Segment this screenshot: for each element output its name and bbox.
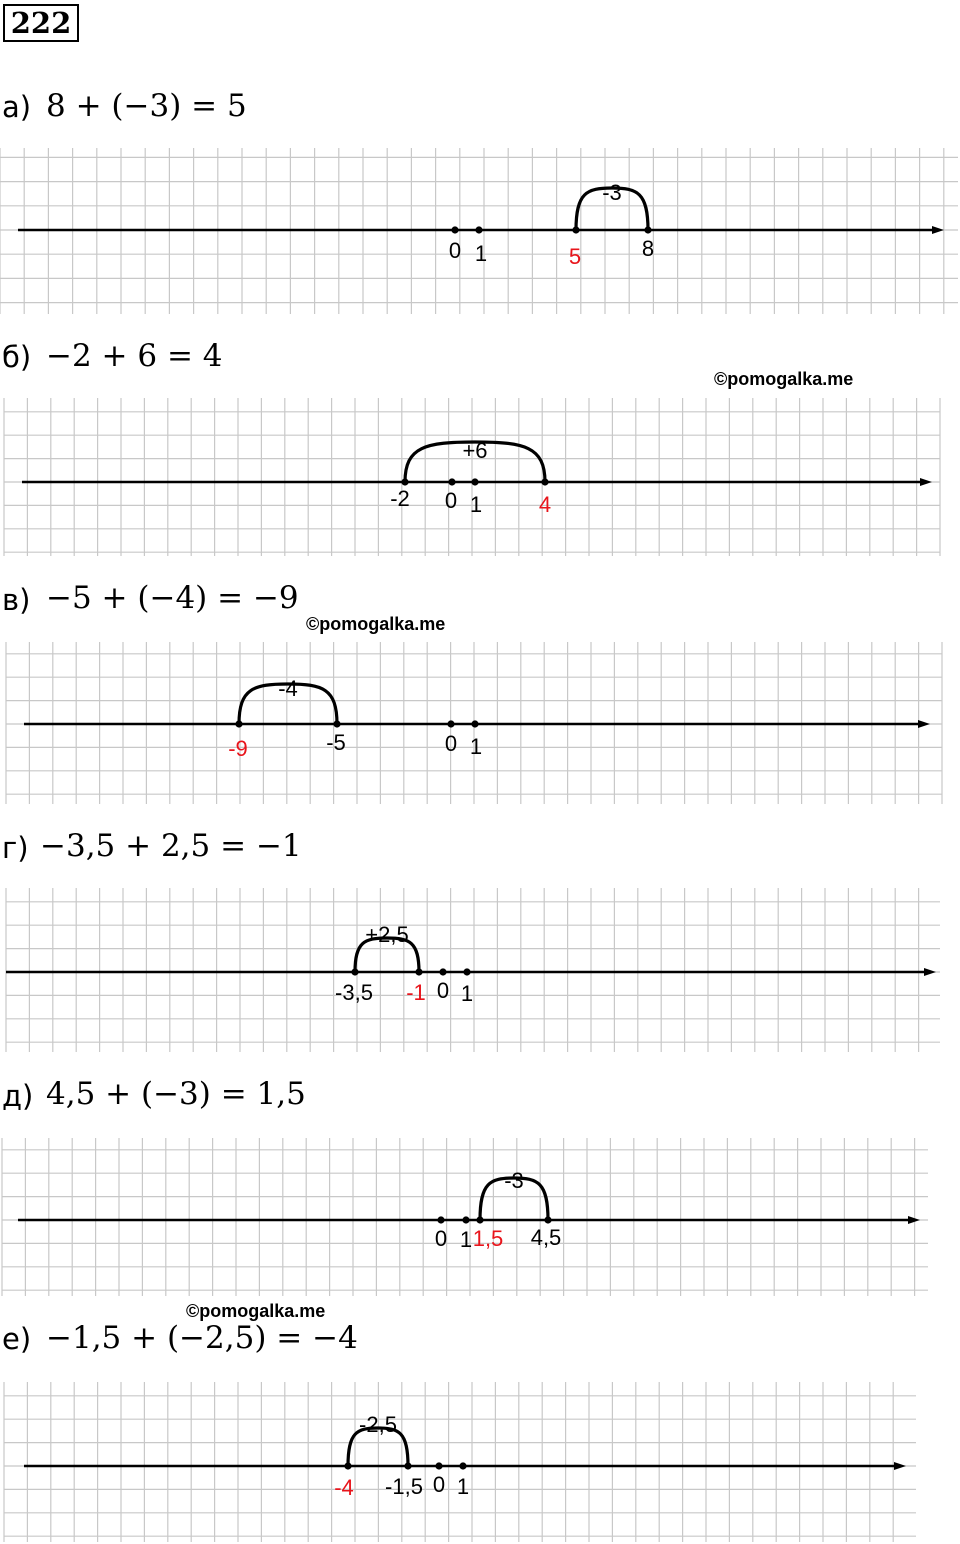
point-dot [644,226,651,233]
grid [6,888,940,1052]
arc-label: -4 [278,676,298,701]
exercise-d-expression: −3,5 + 2,5 = −1 [40,828,302,864]
point-label: 1 [469,734,483,759]
point-dot [448,478,455,485]
arc-label: -3 [602,180,622,205]
point-label: -5 [326,730,346,755]
exercise-c-label: в) [2,583,31,617]
point-dot [235,720,242,727]
point-label: -3,5 [335,980,373,1005]
point-label: 1 [456,1474,470,1499]
point-dot [572,226,579,233]
exercise-b-expression: −2 + 6 = 4 [46,338,223,374]
point-dot [351,968,358,975]
answer-label: -1 [406,980,426,1005]
problem-number: 222 [3,4,79,42]
point-dot [333,720,340,727]
number-line-e [0,1138,960,1296]
point-dot [463,968,470,975]
point-label: 0 [444,488,458,513]
point-dot [459,1462,466,1469]
arc-label: -2,5 [359,1412,397,1437]
answer-label: 4 [538,492,552,517]
point-dot [541,478,548,485]
watermark: ©pomogalka.me [186,1301,326,1321]
point-dot [344,1462,351,1469]
axis-arrow [894,1462,906,1470]
point-label: 1 [469,492,483,517]
point-dot [447,720,454,727]
point-label: 0 [444,731,458,756]
exercise-e-label: д) [2,1079,34,1113]
exercise-b-label: б) [2,340,32,374]
point-dot [415,968,422,975]
axis-arrow [924,968,936,976]
point-dot [475,226,482,233]
axis-arrow [932,226,944,234]
answer-label: 5 [568,244,582,269]
point-label: 0 [432,1472,446,1497]
number-line-f [0,1382,960,1542]
watermark: ©pomogalka.me [714,369,854,389]
grid [4,1382,916,1542]
answer-label: -9 [228,736,248,761]
point-dot [404,1462,411,1469]
point-dot [471,478,478,485]
exercise-c-expression: −5 + (−4) = −9 [46,580,299,616]
point-label: 0 [434,1226,448,1251]
arc-label: +6 [462,438,488,463]
answer-label: 1,5 [472,1226,504,1251]
arc-label: +2,5 [365,922,409,947]
axis-arrow [918,720,930,728]
point-label: 1 [460,981,474,1006]
exercise-f-label: е) [2,1322,32,1356]
exercise-d-label: г) [2,831,29,865]
number-line-a [0,148,960,314]
point-dot [462,1216,469,1223]
number-line-b [0,398,960,556]
number-line-d [0,888,960,1052]
watermark: ©pomogalka.me [306,614,446,634]
point-label: 0 [436,978,450,1003]
exercise-f-expression: −1,5 + (−2,5) = −4 [46,1320,358,1356]
exercise-a-expression: 8 + (−3) = 5 [46,88,247,124]
point-dot [471,720,478,727]
point-label: 1 [459,1227,473,1252]
point-dot [435,1462,442,1469]
point-dot [451,226,458,233]
exercise-e-expression: 4,5 + (−3) = 1,5 [46,1076,306,1112]
point-label: -2 [390,486,410,511]
exercise-a-label: а) [2,90,32,124]
point-label: 1 [474,241,488,266]
point-label: 0 [448,238,462,263]
grid [4,398,940,556]
point-dot [401,478,408,485]
number-line-c [0,642,960,804]
point-label: -1,5 [385,1474,423,1499]
point-dot [544,1216,551,1223]
arc-label: -3 [504,1168,524,1193]
point-dot [476,1216,483,1223]
point-label: 8 [641,236,655,261]
point-dot [439,968,446,975]
answer-label: -4 [334,1475,354,1500]
point-label: 4,5 [530,1225,562,1250]
axis-arrow [920,478,932,486]
point-dot [437,1216,444,1223]
